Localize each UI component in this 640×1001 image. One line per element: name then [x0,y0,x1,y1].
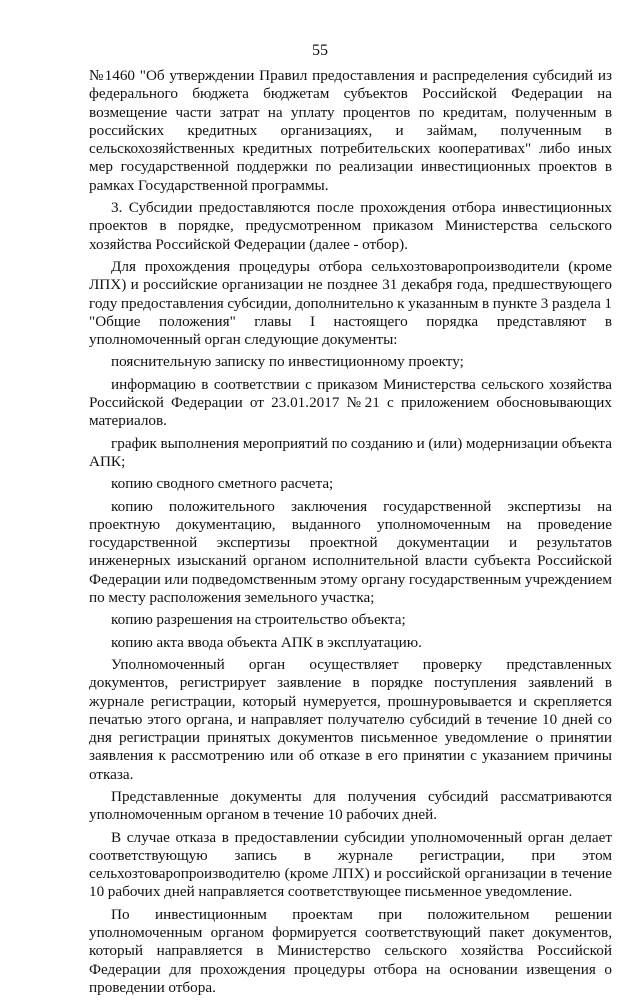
paragraph-11: Уполномоченный орган осуществляет проверку представленных документов, регистрирует заявление в порядке поступления заявлений в журнале регистрации, который нумеруется, прошнуровывается и скрепляется печатью этого органа, и направляет получателю субсидий в течение 10 дней со дня регистрации принятых документов письменное уведомление о принятии заявления к рассмотрению или об отказе в его принятии с указанием причины отказа. [89,655,612,783]
paragraph-6: график выполнения мероприятий по созданию и (или) модернизации объекта АПК; [89,434,612,470]
paragraph-3: Для прохождения процедуры отбора сельхозтоваропроизводители (кроме ЛПХ) и российские организации не позднее 31 декабря года, предшествующего году предоставления субсидии, дополнительно к указанным в пункте 3 раздела 1 "Общие положения" главы I настоящего порядка представляют в уполномоченный орган следующие документы: [89,257,612,349]
paragraph-4: пояснительную записку по инвестиционному проекту; [111,353,464,371]
page-number: 55 [312,42,328,59]
paragraph-9: копию разрешения на строительство объекта; [111,611,406,629]
paragraph-5: информацию в соответствии с приказом Министерства сельского хозяйства Российской Федерации от 23.01.2017 №21 с приложением обосновывающих материалов. [89,375,612,430]
paragraph-12: Представленные документы для получения субсидий рассматриваются уполномоченным органом в течение 10 рабочих дней. [89,787,612,824]
paragraph-10: копию акта ввода объекта АПК в эксплуатацию. [111,633,422,651]
paragraph-13: В случае отказа в предоставлении субсидии уполномоченный орган делает соответствующую запись в журнале регистрации, при этом сельхозтоваропроизводителю (кроме ЛПХ) и российской организации в течение 10 рабочих дней направляется соответствующее письменное уведомление. [89,828,612,901]
paragraph-8: копию положительного заключения государственной экспертизы на проектную документацию, выданного уполномоченным на проведение государственной экспертизы проектной документации и результатов инженерных изысканий органом исполнительной власти субъекта Российской Федерации или подведомственным этому органу государственным учреждением по месту расположения земельного участка; [89,497,612,607]
document-body [89,67,612,1001]
paragraph-1: №1460 "Об утверждении Правил предоставления и распределения субсидий из федерального бюджета бюджетам субъектов Российской Федерации на возмещение части затрат на уплату процентов по кредитам, полученным в российских кредитных организациях, и займам, полученным в сельскохозяйственных кредитных потребительских кооперативах" либо иных мер государственной поддержки по реализации инвестиционных проектов в рамках Государственной программы. [89,67,612,194]
paragraph-2: 3. Субсидии предоставляются после прохождения отбора инвестиционных проектов в порядке, предусмотренном приказом Министерства сельского хозяйства Российской Федерации (далее - отбор). [89,199,612,253]
paragraph-7: копию сводного сметного расчета; [111,475,334,493]
paragraph-14: По инвестиционным проектам при положительном решении уполномоченным органом формируется соответствующий пакет документов, который направляется в Министерство сельского хозяйства Российской Федерации для прохождения процедуры отбора на основании извещения о проведении отбора. [89,905,612,996]
